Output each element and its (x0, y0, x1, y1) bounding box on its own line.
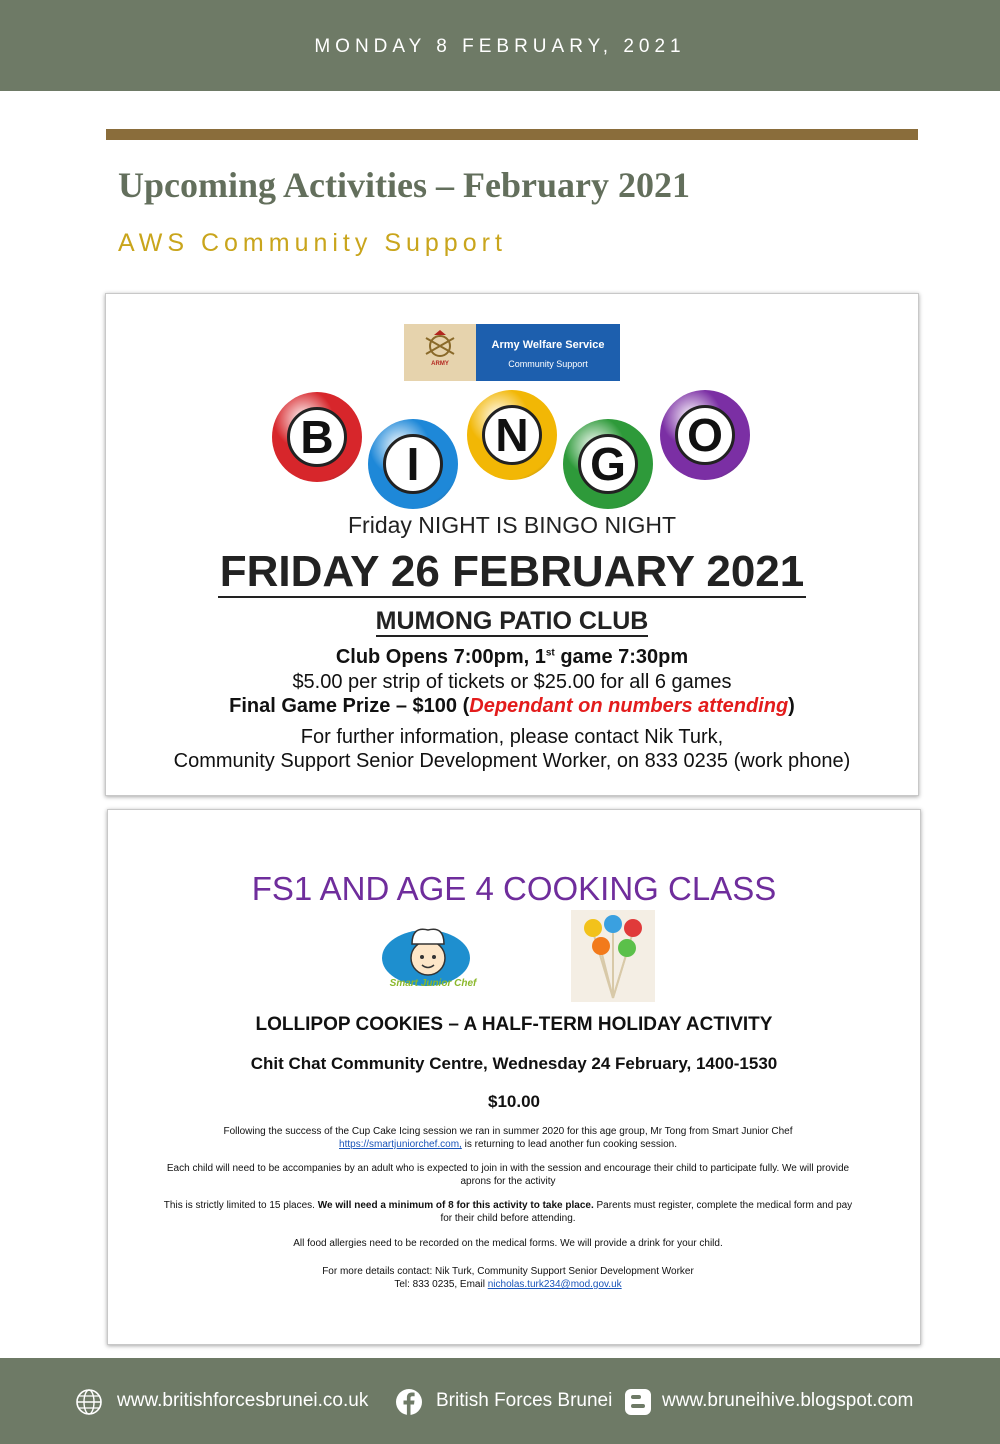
cooking-price: $10.00 (488, 1092, 540, 1111)
para5-text-a: For more details contact: Nik Turk, Community Support Senior Development Worker (322, 1266, 694, 1277)
cooking-paragraph-3 (158, 1199, 858, 1225)
bingo-ball-letter: G (578, 434, 638, 494)
prize-text-a: Final Game Prize – $100 ( (229, 695, 470, 717)
para1-text: Following the success of the Cup Cake Icing session we ran in summer 2020 for this age group, Mr Tong from Smart Junior Chef (223, 1126, 793, 1137)
para3-text-a: This is strictly limited to 15 places. (163, 1200, 318, 1211)
aws-org-sub: Community Support (508, 359, 588, 369)
bingo-ticket-price: $5.00 per strip of tickets or $25.00 for all 6 games (292, 671, 732, 693)
cooking-title: FS1 AND AGE 4 COOKING CLASS (251, 870, 777, 907)
prize-text-b: ) (788, 695, 795, 717)
para5-text-b: Tel: 833 0235, Email (394, 1279, 488, 1290)
para3-bold: We will need a minimum of 8 for this activity to take place. (317, 1200, 594, 1211)
bingo-contact-line-1: For further information, please contact Nik Turk, (300, 726, 724, 748)
aws-logo (404, 324, 620, 381)
bingo-flyer (105, 293, 919, 796)
title-divider (106, 129, 918, 140)
footer-website-link[interactable]: www.britishforcesbrunei.co.uk (117, 1390, 369, 1411)
bingo-date: FRIDAY 26 FEBRUARY 2021 (219, 547, 805, 596)
bingo-ball-letter: O (675, 405, 735, 465)
bingo-venue: MUMONG PATIO CLUB (375, 607, 649, 635)
bingo-ball-n (467, 390, 557, 480)
cooking-paragraph-1 (158, 1125, 858, 1151)
page-title: Upcoming Activities – February 2021 (118, 165, 690, 205)
lollipop-cookies-image (571, 910, 655, 1002)
aws-org-name: Army Welfare Service (491, 339, 605, 351)
opens-text-a: Club Opens 7:00pm, 1 (335, 646, 546, 668)
bingo-ball-o (660, 390, 750, 480)
bingo-tagline: Friday NIGHT IS BINGO NIGHT (348, 512, 676, 538)
bingo-opening-times (106, 646, 918, 669)
cooking-flyer (107, 809, 921, 1345)
army-crest-icon (404, 324, 476, 381)
issue-date: MONDAY 8 FEBRUARY, 2021 (314, 36, 686, 57)
crest-label: ARMY (431, 361, 449, 367)
footer-blog-link[interactable]: www.bruneihive.blogspot.com (662, 1390, 914, 1411)
cooking-paragraph-2: Each child will need to be accompanies by an adult who is expected to join in with the session and encourage their child to participate fully. We will provide aprons for the activity (166, 1163, 850, 1187)
page-subtitle: AWS Community Support (118, 229, 507, 257)
blogger-icon (624, 1388, 652, 1416)
para1-text-b: is returning to lead another fun cooking session. (461, 1139, 677, 1150)
bingo-ball-letter: N (482, 405, 542, 465)
aws-wordmark (476, 324, 620, 381)
cooking-paragraph-4: All food allergies need to be recorded on the medical forms. We will provide a drink for your child. (293, 1238, 723, 1249)
globe-icon (75, 1388, 103, 1416)
smart-junior-chef-logo (378, 920, 488, 992)
bingo-contact-line-2: Community Support Senior Development Worker, on 833 0235 (work phone) (173, 750, 851, 772)
footer-facebook-link[interactable]: British Forces Brunei (436, 1390, 613, 1411)
cooking-venue-date: Chit Chat Community Centre, Wednesday 24 February, 1400-1530 (250, 1054, 778, 1073)
bingo-ball-letter: B (287, 407, 347, 467)
bingo-date-wrap (106, 547, 918, 597)
bingo-prize (106, 695, 918, 718)
bingo-ball-i (368, 419, 458, 509)
email-link[interactable]: nicholas.turk234@mod.gov.uk (487, 1279, 622, 1290)
bingo-ball-b (272, 392, 362, 482)
para3-text-b: Parents must register, complete the medical form and pay for their child before attending. (440, 1200, 853, 1224)
bingo-ball-g (563, 419, 653, 509)
facebook-icon (395, 1388, 423, 1416)
cooking-paragraph-5 (158, 1265, 858, 1291)
chef-logo-text: Smart Junior Chef (389, 978, 477, 989)
bingo-ball-letter: I (383, 434, 443, 494)
cooking-activity: LOLLIPOP COOKIES – A HALF-TERM HOLIDAY ACTIVITY (255, 1014, 773, 1035)
prize-condition: Dependant on numbers attending (469, 695, 789, 717)
opens-sup: st (545, 647, 555, 659)
smartjuniorchef-link[interactable]: https://smartjuniorchef.com, (339, 1139, 462, 1150)
opens-text-b: game 7:30pm (554, 646, 689, 668)
bingo-venue-wrap (106, 607, 918, 636)
